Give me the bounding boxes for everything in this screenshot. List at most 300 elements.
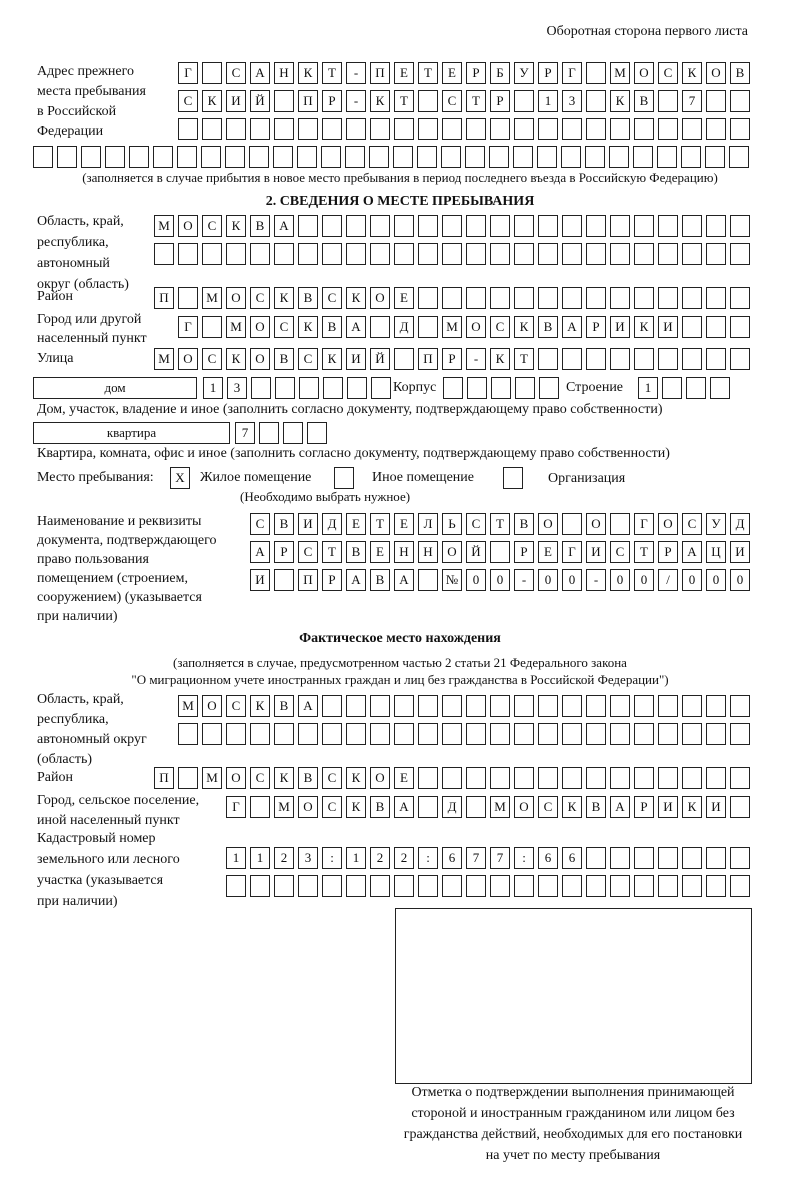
actual-city-cell[interactable]: Д [442,796,462,818]
prev-address-row4-cell[interactable] [249,146,269,168]
prev-address-row2-cell[interactable] [514,90,534,112]
district-cell[interactable]: О [226,287,246,309]
prev-address-row3-cell[interactable] [490,118,510,140]
city-cell[interactable]: М [226,316,246,338]
doc-row3-cell[interactable]: 0 [538,569,558,591]
prev-address-row3-cell[interactable] [466,118,486,140]
prev-address-row2-cell[interactable]: Т [466,90,486,112]
actual-district-cell[interactable]: Е [394,767,414,789]
actual-region-row1-cell[interactable] [634,695,654,717]
street-cell[interactable] [634,348,654,370]
actual-region-row1-cell[interactable] [682,695,702,717]
doc-row1-cell[interactable] [610,513,630,535]
street-cell[interactable]: - [466,348,486,370]
region-row1-cell[interactable]: М [154,215,174,237]
actual-region-row1-cell[interactable] [610,695,630,717]
cadastre-row1-cell[interactable]: 2 [394,847,414,869]
cadastre-row1-cell[interactable] [658,847,678,869]
cadastre-row2-cell[interactable] [274,875,294,897]
stroenie-cell[interactable] [686,377,706,399]
region-row1-cell[interactable] [730,215,750,237]
actual-region-row2-cell[interactable] [538,723,558,745]
prev-address-row2-cell[interactable]: 1 [538,90,558,112]
doc-row3-cell[interactable]: 0 [562,569,582,591]
street-cell[interactable]: К [226,348,246,370]
region-row2-cell[interactable] [370,243,390,265]
city-cell[interactable]: И [610,316,630,338]
prev-address-row3-cell[interactable] [418,118,438,140]
city-cell[interactable] [730,316,750,338]
prev-address-row4-cell[interactable] [273,146,293,168]
actual-city-cell[interactable]: О [298,796,318,818]
flat-number-cell[interactable] [259,422,279,444]
street-cell[interactable]: О [178,348,198,370]
doc-row2-cell[interactable]: Р [274,541,294,563]
house-number-cell[interactable] [347,377,367,399]
prev-address-row2-cell[interactable]: С [178,90,198,112]
prev-address-row4-cell[interactable] [201,146,221,168]
cadastre-row2-cell[interactable] [370,875,390,897]
prev-address-row2-cell[interactable] [274,90,294,112]
region-row2-cell[interactable] [154,243,174,265]
district-cell[interactable] [706,287,726,309]
actual-region-row1-cell[interactable] [442,695,462,717]
region-row1-cell[interactable] [538,215,558,237]
actual-region-row2-cell[interactable] [658,723,678,745]
region-row1-cell[interactable] [490,215,510,237]
prev-address-row1-cell[interactable]: П [370,62,390,84]
prev-address-row1-cell[interactable] [202,62,222,84]
prev-address-row1-cell[interactable]: Н [274,62,294,84]
doc-row1-cell[interactable]: Д [322,513,342,535]
prev-address-row2-cell[interactable]: 7 [682,90,702,112]
city-cell[interactable] [418,316,438,338]
region-row2-cell[interactable] [682,243,702,265]
prev-address-row1-cell[interactable]: А [250,62,270,84]
prev-address-row4-cell[interactable] [633,146,653,168]
actual-region-row1-cell[interactable]: В [274,695,294,717]
actual-district-cell[interactable]: С [322,767,342,789]
region-row2-cell[interactable] [730,243,750,265]
district-cell[interactable] [730,287,750,309]
doc-row3-cell[interactable]: 0 [466,569,486,591]
cadastre-row1-cell[interactable]: 7 [490,847,510,869]
region-row1-cell[interactable] [322,215,342,237]
region-row2-cell[interactable] [250,243,270,265]
street-cell[interactable]: И [346,348,366,370]
house-number-cell[interactable] [323,377,343,399]
prev-address-row2-cell[interactable] [730,90,750,112]
region-row1-cell[interactable] [418,215,438,237]
prev-address-row3-cell[interactable] [442,118,462,140]
actual-region-row2-cell[interactable] [202,723,222,745]
city-cell[interactable]: В [538,316,558,338]
district-cell[interactable] [466,287,486,309]
actual-region-row1-cell[interactable] [706,695,726,717]
doc-row3-cell[interactable]: / [658,569,678,591]
district-cell[interactable] [178,287,198,309]
cadastre-row2-cell[interactable] [514,875,534,897]
actual-city-cell[interactable]: С [538,796,558,818]
region-row1-cell[interactable]: А [274,215,294,237]
city-cell[interactable]: К [298,316,318,338]
actual-region-row2-cell[interactable] [274,723,294,745]
cadastre-row2-cell[interactable] [298,875,318,897]
prev-address-row3-cell[interactable] [178,118,198,140]
doc-row1-cell[interactable]: С [466,513,486,535]
city-cell[interactable]: С [490,316,510,338]
cadastre-row2-cell[interactable] [634,875,654,897]
cadastre-row1-cell[interactable] [706,847,726,869]
street-cell[interactable] [610,348,630,370]
cadastre-row1-cell[interactable]: 6 [562,847,582,869]
prev-address-row4-cell[interactable] [345,146,365,168]
actual-district-cell[interactable]: С [250,767,270,789]
doc-row2-cell[interactable]: Н [394,541,414,563]
house-type-field[interactable]: дом [33,377,197,399]
actual-region-row1-cell[interactable] [658,695,678,717]
actual-district-cell[interactable] [658,767,678,789]
prev-address-row4-cell[interactable] [489,146,509,168]
actual-city-cell[interactable] [730,796,750,818]
korpus-cell[interactable] [491,377,511,399]
doc-row2-cell[interactable] [490,541,510,563]
prev-address-row3-cell[interactable] [634,118,654,140]
cadastre-row1-cell[interactable] [634,847,654,869]
cadastre-row2-cell[interactable] [586,875,606,897]
street-cell[interactable]: В [274,348,294,370]
district-cell[interactable]: К [346,287,366,309]
prev-address-row3-cell[interactable] [202,118,222,140]
actual-district-cell[interactable] [730,767,750,789]
korpus-cell[interactable] [515,377,535,399]
cadastre-row1-cell[interactable]: 6 [442,847,462,869]
city-cell[interactable]: О [466,316,486,338]
doc-row2-cell[interactable]: Й [466,541,486,563]
district-cell[interactable] [586,287,606,309]
cadastre-row2-cell[interactable] [490,875,510,897]
prev-address-row1-cell[interactable]: К [682,62,702,84]
prev-address-row2-cell[interactable]: С [442,90,462,112]
prev-address-row1-cell[interactable]: - [346,62,366,84]
doc-row1-cell[interactable]: В [274,513,294,535]
city-cell[interactable] [202,316,222,338]
actual-district-cell[interactable]: О [370,767,390,789]
korpus-cell[interactable] [467,377,487,399]
stroenie-cell[interactable]: 1 [638,377,658,399]
cadastre-row1-cell[interactable]: 2 [370,847,390,869]
doc-row3-cell[interactable]: - [586,569,606,591]
street-cell[interactable] [730,348,750,370]
doc-row1-cell[interactable]: Д [730,513,750,535]
doc-row3-cell[interactable] [274,569,294,591]
cadastre-row2-cell[interactable] [442,875,462,897]
prev-address-row3-cell[interactable] [394,118,414,140]
stay-checkbox-organization[interactable] [503,467,523,489]
prev-address-row4-cell[interactable] [417,146,437,168]
doc-row1-cell[interactable]: Л [418,513,438,535]
actual-region-row1-cell[interactable] [730,695,750,717]
street-cell[interactable]: О [250,348,270,370]
doc-row2-cell[interactable]: И [730,541,750,563]
prev-address-row4-cell[interactable] [705,146,725,168]
actual-city-cell[interactable]: К [346,796,366,818]
street-cell[interactable] [394,348,414,370]
prev-address-row2-cell[interactable] [586,90,606,112]
actual-region-row1-cell[interactable] [346,695,366,717]
region-row2-cell[interactable] [706,243,726,265]
cadastre-row1-cell[interactable]: 1 [226,847,246,869]
cadastre-row1-cell[interactable] [586,847,606,869]
prev-address-row4-cell[interactable] [609,146,629,168]
doc-row3-cell[interactable]: И [250,569,270,591]
district-cell[interactable] [538,287,558,309]
city-cell[interactable] [370,316,390,338]
doc-row3-cell[interactable]: 0 [706,569,726,591]
city-cell[interactable]: К [514,316,534,338]
actual-district-cell[interactable]: М [202,767,222,789]
doc-row2-cell[interactable]: Ц [706,541,726,563]
prev-address-row3-cell[interactable] [682,118,702,140]
actual-district-cell[interactable] [610,767,630,789]
doc-row1-cell[interactable]: О [658,513,678,535]
actual-city-cell[interactable]: М [490,796,510,818]
street-cell[interactable]: С [298,348,318,370]
korpus-cell[interactable] [539,377,559,399]
actual-district-cell[interactable] [514,767,534,789]
region-row2-cell[interactable] [586,243,606,265]
doc-row1-cell[interactable]: С [682,513,702,535]
house-number-cell[interactable] [299,377,319,399]
cadastre-row2-cell[interactable] [418,875,438,897]
prev-address-row4-cell[interactable] [225,146,245,168]
flat-type-field[interactable]: квартира [33,422,230,444]
prev-address-row1-cell[interactable]: С [658,62,678,84]
prev-address-row2-cell[interactable] [706,90,726,112]
prev-address-row3-cell[interactable] [658,118,678,140]
prev-address-row4-cell[interactable] [297,146,317,168]
cadastre-row2-cell[interactable] [658,875,678,897]
prev-address-row1-cell[interactable]: Г [562,62,582,84]
district-cell[interactable] [610,287,630,309]
actual-district-cell[interactable] [538,767,558,789]
prev-address-row1-cell[interactable]: М [610,62,630,84]
actual-district-cell[interactable]: В [298,767,318,789]
prev-address-row2-cell[interactable]: Й [250,90,270,112]
prev-address-row3-cell[interactable] [322,118,342,140]
street-cell[interactable] [658,348,678,370]
actual-district-cell[interactable]: О [226,767,246,789]
doc-row2-cell[interactable]: Е [538,541,558,563]
actual-city-cell[interactable]: В [370,796,390,818]
actual-region-row2-cell[interactable] [250,723,270,745]
cadastre-row2-cell[interactable] [706,875,726,897]
city-cell[interactable]: О [250,316,270,338]
prev-address-row3-cell[interactable] [562,118,582,140]
actual-region-row1-cell[interactable]: М [178,695,198,717]
prev-address-row2-cell[interactable]: 3 [562,90,582,112]
city-cell[interactable]: Р [586,316,606,338]
region-row2-cell[interactable] [322,243,342,265]
cadastre-row2-cell[interactable] [394,875,414,897]
region-row1-cell[interactable]: С [202,215,222,237]
actual-region-row1-cell[interactable] [586,695,606,717]
prev-address-row2-cell[interactable] [418,90,438,112]
prev-address-row4-cell[interactable] [537,146,557,168]
actual-region-row2-cell[interactable] [586,723,606,745]
region-row2-cell[interactable] [274,243,294,265]
region-row1-cell[interactable] [658,215,678,237]
stay-checkbox-residential[interactable]: X [170,467,190,489]
region-row1-cell[interactable]: В [250,215,270,237]
prev-address-row4-cell[interactable] [129,146,149,168]
prev-address-row4-cell[interactable] [153,146,173,168]
prev-address-row2-cell[interactable]: К [610,90,630,112]
stroenie-cell[interactable] [662,377,682,399]
prev-address-row2-cell[interactable]: К [370,90,390,112]
prev-address-row4-cell[interactable] [369,146,389,168]
cadastre-row2-cell[interactable] [610,875,630,897]
prev-address-row4-cell[interactable] [657,146,677,168]
district-cell[interactable] [442,287,462,309]
actual-region-row1-cell[interactable]: С [226,695,246,717]
doc-row3-cell[interactable]: А [394,569,414,591]
region-row1-cell[interactable]: О [178,215,198,237]
actual-region-row2-cell[interactable] [610,723,630,745]
region-row2-cell[interactable] [418,243,438,265]
doc-row1-cell[interactable]: Е [394,513,414,535]
actual-city-cell[interactable]: А [610,796,630,818]
actual-region-row1-cell[interactable] [394,695,414,717]
district-cell[interactable] [562,287,582,309]
cadastre-row1-cell[interactable]: 7 [466,847,486,869]
actual-district-cell[interactable] [466,767,486,789]
region-row1-cell[interactable] [442,215,462,237]
cadastre-row1-cell[interactable]: : [418,847,438,869]
actual-city-cell[interactable]: К [682,796,702,818]
doc-row3-cell[interactable]: № [442,569,462,591]
region-row2-cell[interactable] [538,243,558,265]
prev-address-row1-cell[interactable]: Б [490,62,510,84]
stroenie-cell[interactable] [710,377,730,399]
district-cell[interactable]: М [202,287,222,309]
region-row2-cell[interactable] [394,243,414,265]
flat-number-cell[interactable] [307,422,327,444]
prev-address-row1-cell[interactable]: Г [178,62,198,84]
doc-row3-cell[interactable] [418,569,438,591]
prev-address-row3-cell[interactable] [538,118,558,140]
doc-row2-cell[interactable]: О [442,541,462,563]
actual-district-cell[interactable] [178,767,198,789]
prev-address-row4-cell[interactable] [681,146,701,168]
doc-row2-cell[interactable]: Р [658,541,678,563]
actual-district-cell[interactable] [586,767,606,789]
prev-address-row3-cell[interactable] [346,118,366,140]
doc-row1-cell[interactable]: О [586,513,606,535]
flat-number-cell[interactable]: 7 [235,422,255,444]
region-row1-cell[interactable] [682,215,702,237]
region-row2-cell[interactable] [202,243,222,265]
doc-row3-cell[interactable]: 0 [490,569,510,591]
cadastre-row1-cell[interactable]: 6 [538,847,558,869]
region-row2-cell[interactable] [514,243,534,265]
cadastre-row1-cell[interactable]: 1 [346,847,366,869]
doc-row1-cell[interactable]: Т [370,513,390,535]
flat-number-cell[interactable] [283,422,303,444]
prev-address-row2-cell[interactable]: В [634,90,654,112]
prev-address-row1-cell[interactable]: Е [394,62,414,84]
actual-region-row2-cell[interactable] [178,723,198,745]
doc-row1-cell[interactable]: Т [490,513,510,535]
city-cell[interactable]: К [634,316,654,338]
region-row1-cell[interactable] [466,215,486,237]
cadastre-row1-cell[interactable]: 2 [274,847,294,869]
actual-district-cell[interactable] [418,767,438,789]
actual-district-cell[interactable]: П [154,767,174,789]
doc-row2-cell[interactable]: А [682,541,702,563]
actual-region-row2-cell[interactable] [298,723,318,745]
actual-region-row1-cell[interactable] [490,695,510,717]
district-cell[interactable] [658,287,678,309]
cadastre-row1-cell[interactable]: 3 [298,847,318,869]
cadastre-row2-cell[interactable] [322,875,342,897]
street-cell[interactable]: Р [442,348,462,370]
doc-row3-cell[interactable]: А [346,569,366,591]
prev-address-row3-cell[interactable] [730,118,750,140]
actual-city-cell[interactable]: И [658,796,678,818]
doc-row3-cell[interactable]: 0 [610,569,630,591]
prev-address-row1-cell[interactable]: К [298,62,318,84]
doc-row2-cell[interactable]: С [298,541,318,563]
district-cell[interactable] [634,287,654,309]
prev-address-row3-cell[interactable] [250,118,270,140]
street-cell[interactable]: П [418,348,438,370]
region-row2-cell[interactable] [226,243,246,265]
region-row1-cell[interactable] [706,215,726,237]
district-cell[interactable] [514,287,534,309]
cadastre-row2-cell[interactable] [226,875,246,897]
prev-address-row3-cell[interactable] [514,118,534,140]
cadastre-row2-cell[interactable] [466,875,486,897]
district-cell[interactable]: О [370,287,390,309]
region-row1-cell[interactable]: К [226,215,246,237]
region-row2-cell[interactable] [178,243,198,265]
district-cell[interactable]: С [250,287,270,309]
prev-address-row1-cell[interactable]: Р [466,62,486,84]
cadastre-row1-cell[interactable]: 1 [250,847,270,869]
street-cell[interactable]: К [322,348,342,370]
actual-region-row1-cell[interactable]: А [298,695,318,717]
actual-district-cell[interactable] [562,767,582,789]
city-cell[interactable]: А [562,316,582,338]
actual-region-row2-cell[interactable] [322,723,342,745]
street-cell[interactable] [706,348,726,370]
doc-row2-cell[interactable]: С [610,541,630,563]
actual-region-row2-cell[interactable] [514,723,534,745]
prev-address-row3-cell[interactable] [610,118,630,140]
cadastre-row2-cell[interactable] [730,875,750,897]
city-cell[interactable]: А [346,316,366,338]
cadastre-row1-cell[interactable] [610,847,630,869]
actual-region-row1-cell[interactable]: О [202,695,222,717]
region-row2-cell[interactable] [466,243,486,265]
region-row1-cell[interactable] [370,215,390,237]
street-cell[interactable]: С [202,348,222,370]
actual-region-row2-cell[interactable] [394,723,414,745]
doc-row2-cell[interactable]: Г [562,541,582,563]
street-cell[interactable] [562,348,582,370]
city-cell[interactable] [706,316,726,338]
